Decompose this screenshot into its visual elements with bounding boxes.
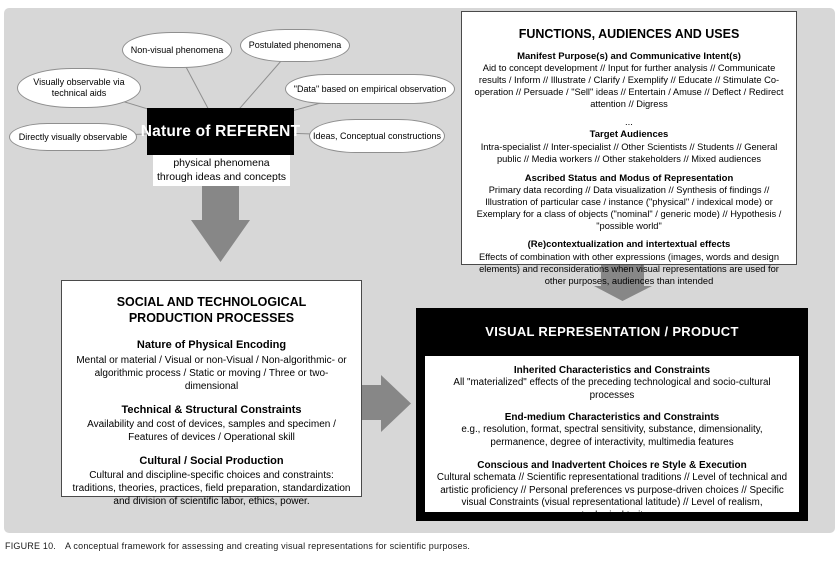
section-heading: End-medium Characteristics and Constraints [504, 412, 720, 424]
section-heading: Target Audiences [589, 129, 669, 141]
section-target-audiences [472, 129, 786, 165]
section-body: e.g., resolution, format, spectral sensitivity, substance, dimensionality, permanence, degree of interactivity, multimedia features [461, 424, 763, 449]
section-heading: Manifest Purpose(s) and Communicative Intent(s) [517, 51, 741, 62]
bubble-ideas-conceptual-constructions: Ideas, Conceptual constructions [309, 119, 445, 153]
section-inherited-characteristics [433, 364, 791, 402]
section-heading: Nature of Physical Encoding [136, 339, 287, 352]
arrow-production-to-product [357, 375, 411, 432]
bubble-visually-observable-via-technical-aids: Visually observable via technical aids [17, 68, 141, 108]
figure-caption-text: A conceptual framework for assessing and creating visual representations for scientific purposes. [65, 541, 471, 551]
production-box-title: SOCIAL AND TECHNOLOGICAL PRODUCTION PROCESSES [116, 295, 307, 325]
arrow-referent-to-production [191, 183, 250, 262]
section-body: Cultural and discipline-specific choices and constraints: traditions, theories, practices, field preparation, standardization and division of scientific labor, ethics, power. [72, 470, 351, 508]
section-body: Availability and cost of devices, samples and specimen / Features of devices / Operational skill [87, 418, 336, 443]
section-heading: Inherited Characteristics and Constraints [513, 365, 711, 376]
section-manifest-purposes [472, 51, 786, 111]
section-body: All "materialized" effects of the preceding technological and socio-cultural processes [453, 377, 771, 401]
product-box-content [423, 354, 801, 522]
figure-caption [5, 541, 470, 551]
bubble-data-based-on-empirical-observation: "Data" based on empirical observation [285, 74, 455, 104]
referent-box [140, 108, 301, 155]
ellipsis: ... [625, 116, 633, 128]
section-body: Aid to concept development // Input for further analysis // Communicate results / Inform // Illustrate / Clarify / Exemplify // Educate // Stimulate Co-operation // Persuade / "Sell" ideas // Entertain / Amuse // Deflect / Redirect attention // Digress [474, 63, 784, 110]
figure-caption-label: FIGURE 10. [5, 541, 57, 551]
referent-subtitle: physical phenomena through ideas and concepts [153, 155, 290, 186]
visual-representation-product-box [416, 308, 808, 521]
section-technical-structural-constraints [70, 403, 353, 444]
section-heading: Cultural / Social Production [139, 454, 284, 467]
section-heading: Conscious and Inadvertent Choices re Style & Execution [477, 459, 747, 471]
diagram-canvas [4, 8, 835, 533]
referent-title: Nature of REFERENT [140, 122, 301, 140]
section-body: Cultural schemata // Scientific representational traditions // Level of technical and artistic proficiency // Personal preferences vs purpose-driven choices // Specific visual Constraints (visual representational latitude) // Level of realism, metaphorical traits... [436, 471, 788, 522]
section-cultural-social-production [70, 454, 353, 508]
bubble-postulated-phenomena: Postulated phenomena [240, 29, 350, 62]
bubble-non-visual-phenomena: Non-visual phenomena [122, 32, 232, 68]
section-ascribed-status [472, 173, 786, 233]
section-body: Effects of combination with other expressions (images, words and design elements) and reconsiderations when visual representations are used for other purposes, audiences than intended [478, 251, 780, 286]
product-box-title: VISUAL REPRESENTATION / PRODUCT [485, 323, 739, 339]
section-body: Intra-specialist // Inter-specialist // Other Scientists // Students // General public // Media workers // Other stakeholders // Mixed audiences [480, 141, 778, 164]
section-conscious-inadvertent-choices [433, 459, 791, 523]
section-body: Mental or material / Visual or non-Visual / Non-algorithmic- or algorithmic process / Static or moving / Three or two-dimensional [76, 354, 347, 392]
production-processes-box [61, 280, 362, 508]
functions-audiences-uses-box [461, 11, 797, 286]
section-body: Primary data recording // Data visualization // Synthesis of findings // Illustration of particular case / instance ("physical" / indexical mode) or Exemplary for a class of objects ("nominal" / generic mode) // Hypothesis / "possible world" [476, 184, 782, 231]
functions-box-title: FUNCTIONS, AUDIENCES AND USES [518, 27, 740, 41]
section-end-medium-characteristics [433, 411, 791, 449]
bubble-directly-visually-observable: Directly visually observable [9, 123, 137, 151]
section-heading: Technical & Structural Constraints [121, 403, 302, 416]
section-heading: (Re)contextualization and intertextual effects [527, 239, 731, 251]
section-heading: Ascribed Status and Modus of Representation [524, 172, 734, 184]
section-recontextualization [472, 239, 786, 287]
section-nature-of-physical-encoding [70, 338, 353, 392]
